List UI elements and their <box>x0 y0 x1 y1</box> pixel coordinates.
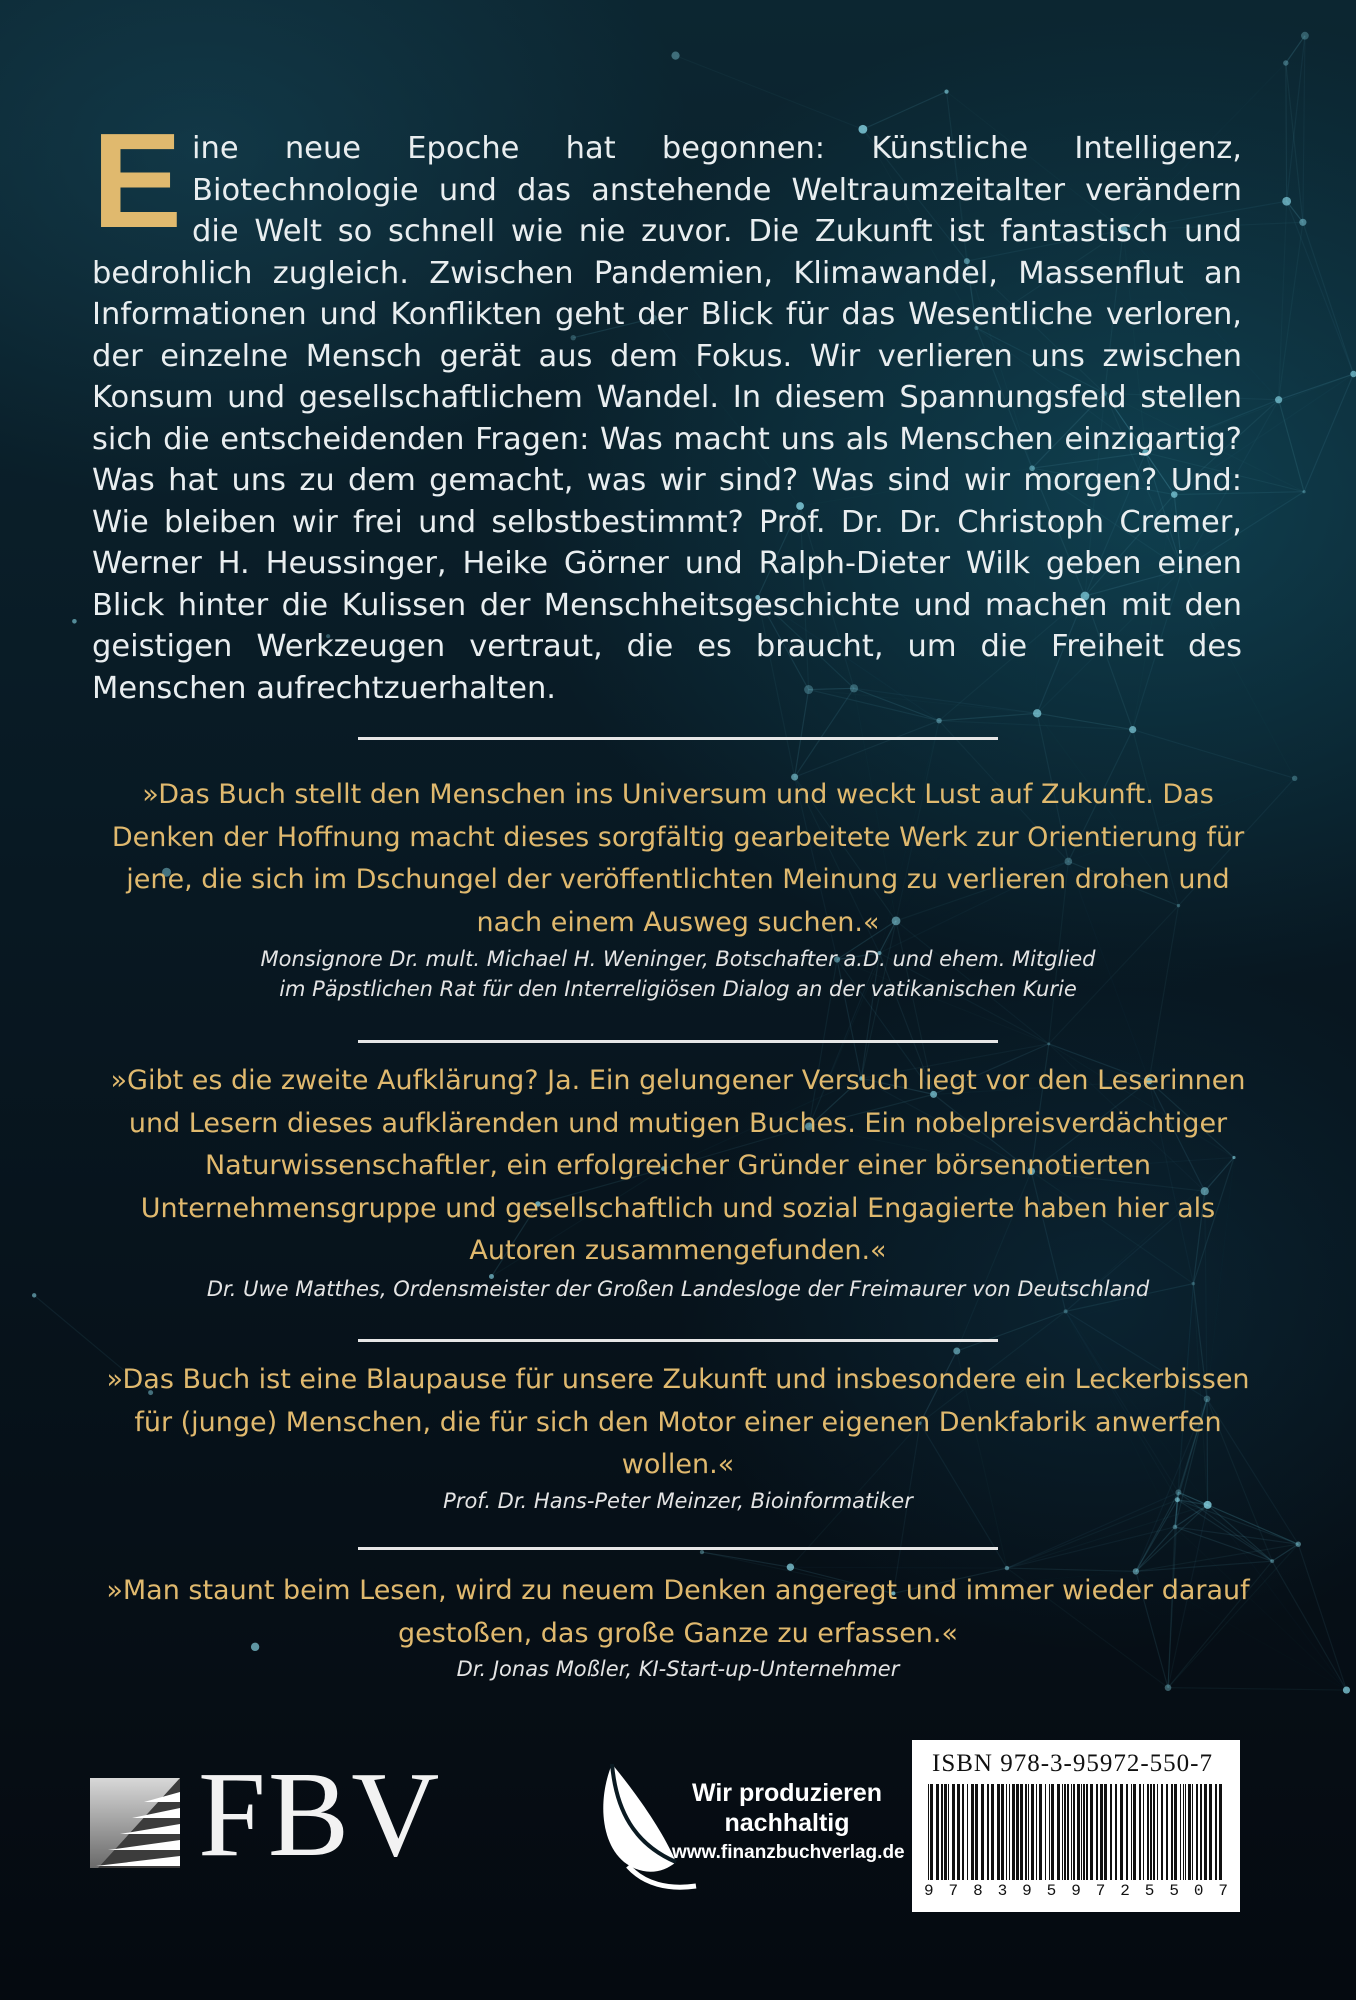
barcode-bar <box>1204 1784 1207 1880</box>
barcode-bar <box>981 1784 984 1880</box>
barcode-digit: 9 <box>924 1882 934 1900</box>
network-line <box>1175 1527 1272 1561</box>
barcode-bar <box>1104 1784 1107 1880</box>
network-line <box>1298 1544 1346 1690</box>
barcode-bar <box>1196 1784 1198 1880</box>
network-line <box>790 1567 1007 1568</box>
barcode-bar <box>1077 1784 1080 1880</box>
barcode-bar <box>1131 1784 1132 1880</box>
barcode-bar <box>1215 1784 1217 1880</box>
barcode-bar <box>1096 1784 1098 1880</box>
network-node <box>671 52 679 60</box>
divider-rule <box>358 1339 998 1342</box>
barcode-bar <box>1185 1784 1186 1880</box>
network-line <box>1279 400 1304 492</box>
quote-2-text: »Gibt es die zweite Aufklärung? Ja. Ein gelungener Versuch liegt vor den Leserinnen und Lesern dieses aufklärenden und mutigen Buches. Ein nobelpreisverdächtiger Naturwissenschaftler, ein erfolgreicher Gründer einer börsennotierten Unternehmensgruppe und gesellschaftlich und sozial Engagierte haben hier als Autoren zusammengefunden.« <box>110 1065 1246 1266</box>
fbv-logo-icon <box>90 1778 180 1868</box>
barcode-bar <box>1086 1784 1088 1880</box>
network-line <box>1133 730 1295 779</box>
network-line <box>1287 36 1305 202</box>
network-line <box>957 1311 1066 1351</box>
barcode-digit: 5 <box>1046 1882 1057 1900</box>
network-line <box>1136 1527 1175 1571</box>
network-line <box>1168 1688 1346 1690</box>
barcode-bar <box>957 1784 960 1880</box>
barcode-bar <box>1157 1784 1158 1880</box>
barcode-bar <box>1071 1784 1072 1880</box>
barcode-bar <box>1115 1784 1117 1880</box>
barcode-bar <box>1031 1784 1034 1880</box>
network-node <box>953 1348 960 1355</box>
isbn-barcode <box>912 1740 1240 1912</box>
barcode-bar <box>1020 1784 1023 1880</box>
network-line <box>702 1552 790 1567</box>
barcode-bar <box>1171 1784 1173 1880</box>
barcode-bar <box>971 1784 974 1880</box>
barcode-bar <box>1064 1784 1066 1880</box>
barcode-digit: 0 <box>1193 1882 1204 1900</box>
eco-badge-url: www.finanzbuchverlag.de <box>672 1842 905 1863</box>
network-node <box>1165 1684 1172 1691</box>
barcode-digit: 7 <box>948 1882 959 1900</box>
network-line <box>863 92 947 130</box>
quote-1-attribution-line-1: Monsignore Dr. mult. Michael H. Weninger, Botschafter a.D. und ehem. Mitglied <box>260 947 1096 971</box>
barcode-bar <box>1009 1784 1010 1880</box>
barcode-bar <box>1081 1784 1082 1880</box>
barcode-bar <box>1126 1784 1128 1880</box>
barcode-bar <box>987 1784 989 1880</box>
divider-rule <box>358 1547 998 1550</box>
barcode-bar <box>962 1784 964 1880</box>
network-node <box>1275 396 1282 403</box>
network-node <box>1270 1559 1274 1563</box>
barcode-bars <box>924 1784 1228 1880</box>
barcode-bar <box>1209 1784 1212 1880</box>
network-node <box>1296 1541 1301 1546</box>
barcode-bar <box>1143 1784 1144 1880</box>
network-node <box>1173 1525 1178 1530</box>
barcode-digit: 7 <box>1095 1882 1106 1900</box>
network-node <box>1343 1686 1350 1693</box>
barcode-bar <box>1200 1784 1202 1880</box>
network-node <box>944 90 948 94</box>
network-line <box>1303 222 1354 374</box>
barcode-bar <box>1051 1784 1054 1880</box>
network-node <box>1292 776 1297 781</box>
barcode-bar <box>1110 1784 1112 1880</box>
network-node <box>1302 490 1305 493</box>
barcode-digit: 5 <box>1169 1882 1179 1900</box>
barcode-bar <box>1192 1784 1193 1880</box>
barcode-bar <box>1219 1784 1222 1880</box>
barcode-bar <box>1153 1784 1155 1880</box>
network-node <box>1064 1309 1068 1313</box>
eco-badge-line-1: Wir produzieren <box>691 1779 883 1807</box>
quote-3-attribution: Prof. Dr. Hans-Peter Meinzer, Bioinformatiker <box>443 1489 913 1513</box>
barcode-bar <box>1120 1784 1123 1880</box>
network-node <box>1283 60 1288 65</box>
network-node <box>32 1293 36 1297</box>
barcode-bar <box>967 1784 968 1880</box>
barcode-bar <box>1133 1784 1136 1880</box>
publisher-name: FBV <box>198 1747 442 1882</box>
network-node <box>700 1550 704 1554</box>
network-node <box>1047 1042 1050 1045</box>
barcode-digit: 9 <box>1022 1882 1032 1900</box>
network-line <box>1303 36 1305 223</box>
barcode-bar <box>1025 1784 1027 1880</box>
intro-text: ine neue Epoche hat begonnen: Künstliche Intelligenz, Biotechnologie und das anstehende Weltraumzeitalter verändern die Welt so schnell wie nie zuvor. Die Zukunft ist fantastisch und bedrohlich zugleich. Zwischen Pandemien, Klimawandel, Massenflut an Informationen und Konflikten geht der Blick für das Wesentliche verloren, der einzelne Mensch gerät aus dem Fokus. Wir verlieren uns zwischen Konsum und gesellschaftlichem Wandel. In diesem Spannungsfeld stellen sich die entscheidenden Fragen: Was macht uns als Menschen einzigartig? Was hat uns zu dem gemacht, was wir sind? Was sind wir morgen? Und: Wie bleiben wir frei und selbstbestimmt? Prof. Dr. Dr. Christoph Cremer, Werner H. Heussinger, Heike Görner und Ralph-Dieter Wilk geben einen Blick hinter die Kulissen der Menschheitsgeschichte und machen mit den geistigen Werkzeugen vertraut, die es braucht, um die Freiheit des Menschen aufrechtzuerhalten. <box>92 131 1242 706</box>
barcode-digit: 3 <box>997 1882 1008 1900</box>
barcode-bar <box>1057 1784 1060 1880</box>
barcode-bar <box>1100 1784 1103 1880</box>
barcode-bar <box>1062 1784 1063 1880</box>
barcode-bar <box>1049 1784 1050 1880</box>
barcode-digit: 9 <box>1071 1882 1081 1900</box>
divider-rule <box>358 737 998 740</box>
network-line <box>1287 201 1354 374</box>
network-line <box>676 56 863 130</box>
barcode-bar <box>1188 1784 1191 1880</box>
quote-1-attribution-line-2: im Päpstlichen Rat für den Interreligiösen Dialog an der vatikanischen Kurie <box>279 977 1077 1001</box>
barcode-bar <box>1090 1784 1093 1880</box>
barcode-digit: 7 <box>1218 1882 1228 1900</box>
barcode-bar <box>1150 1784 1152 1880</box>
drop-cap: E <box>92 105 183 256</box>
network-node <box>1129 726 1136 733</box>
barcode-digit: 8 <box>973 1882 983 1900</box>
barcode-bar <box>997 1784 1000 1880</box>
barcode-bar <box>930 1784 933 1880</box>
barcode-bar <box>936 1784 939 1880</box>
barcode-bar <box>1073 1784 1075 1880</box>
divider-rule <box>358 1040 998 1043</box>
intro-paragraph <box>92 105 1242 709</box>
barcode-bar <box>1001 1784 1004 1880</box>
quote-3-text: »Das Buch ist eine Blaupause für unsere Zukunft und insbesondere ein Leckerbissen für (junge) Menschen, die für sich den Motor einer eigenen Denkfabrik anwerfen wollen.« <box>106 1364 1250 1480</box>
network-line <box>1286 63 1287 201</box>
network-node <box>936 718 941 723</box>
network-node <box>1299 219 1306 226</box>
barcode-bar <box>1139 1784 1141 1880</box>
barcode-digits <box>924 1882 1228 1900</box>
network-node <box>1282 197 1291 206</box>
eco-badge-line-2: nachhaltig <box>724 1809 850 1837</box>
barcode-digit: 5 <box>1144 1882 1155 1900</box>
barcode-bar <box>1012 1784 1015 1880</box>
barcode-bar <box>952 1784 955 1880</box>
barcode-bar <box>1036 1784 1037 1880</box>
barcode-bar <box>1067 1784 1069 1880</box>
quote-4-text: »Man staunt beim Lesen, wird zu neuem Denken angeregt und immer wieder darauf gestoßen, das große Ganze zu erfassen.« <box>106 1575 1250 1649</box>
network-line <box>1304 374 1353 492</box>
barcode-bar <box>1166 1784 1168 1880</box>
barcode-bar <box>1006 1784 1007 1880</box>
quote-2-attribution: Dr. Uwe Matthes, Ordensmeister der Großen Landesloge der Freimaurer von Deutschland <box>206 1277 1150 1301</box>
barcode-bar <box>948 1784 949 1880</box>
barcode-bar <box>1180 1784 1181 1880</box>
network-node <box>1033 709 1041 717</box>
barcode-bar <box>1147 1784 1149 1880</box>
barcode-bar <box>1045 1784 1046 1880</box>
barcode-digit: 2 <box>1120 1882 1130 1900</box>
isbn-label: ISBN 978-3-95972-550-7 <box>932 1750 1214 1777</box>
barcode-bar <box>1174 1784 1177 1880</box>
barcode-bar <box>975 1784 978 1880</box>
barcode-bar <box>944 1784 947 1880</box>
barcode-bar <box>1016 1784 1019 1880</box>
network-line <box>795 721 939 777</box>
barcode-bar <box>991 1784 994 1880</box>
barcode-bar <box>1083 1784 1085 1880</box>
barcode-bar <box>1039 1784 1042 1880</box>
quote-4-attribution: Dr. Jonas Moßler, KI-Start-up-Unternehmer <box>456 1657 900 1681</box>
quote-1-text: »Das Buch stellt den Menschen ins Universum und weckt Lust auf Zukunft. Das Denken der Hoffnung macht dieses sorgfältig gearbeitete Werk zur Orientierung für jene, die sich im Dschungel der veröffentlichten Meinung zu verlieren drohen und nach einem Ausweg suchen.« <box>111 779 1245 938</box>
barcode-bar <box>1161 1784 1163 1880</box>
barcode-bar <box>1028 1784 1029 1880</box>
barcode-bar <box>1183 1784 1184 1880</box>
barcode-bar <box>928 1784 929 1880</box>
network-line <box>1272 1561 1346 1690</box>
network-node <box>1301 32 1309 40</box>
network-node <box>72 619 77 624</box>
barcode-bar <box>941 1784 943 1880</box>
